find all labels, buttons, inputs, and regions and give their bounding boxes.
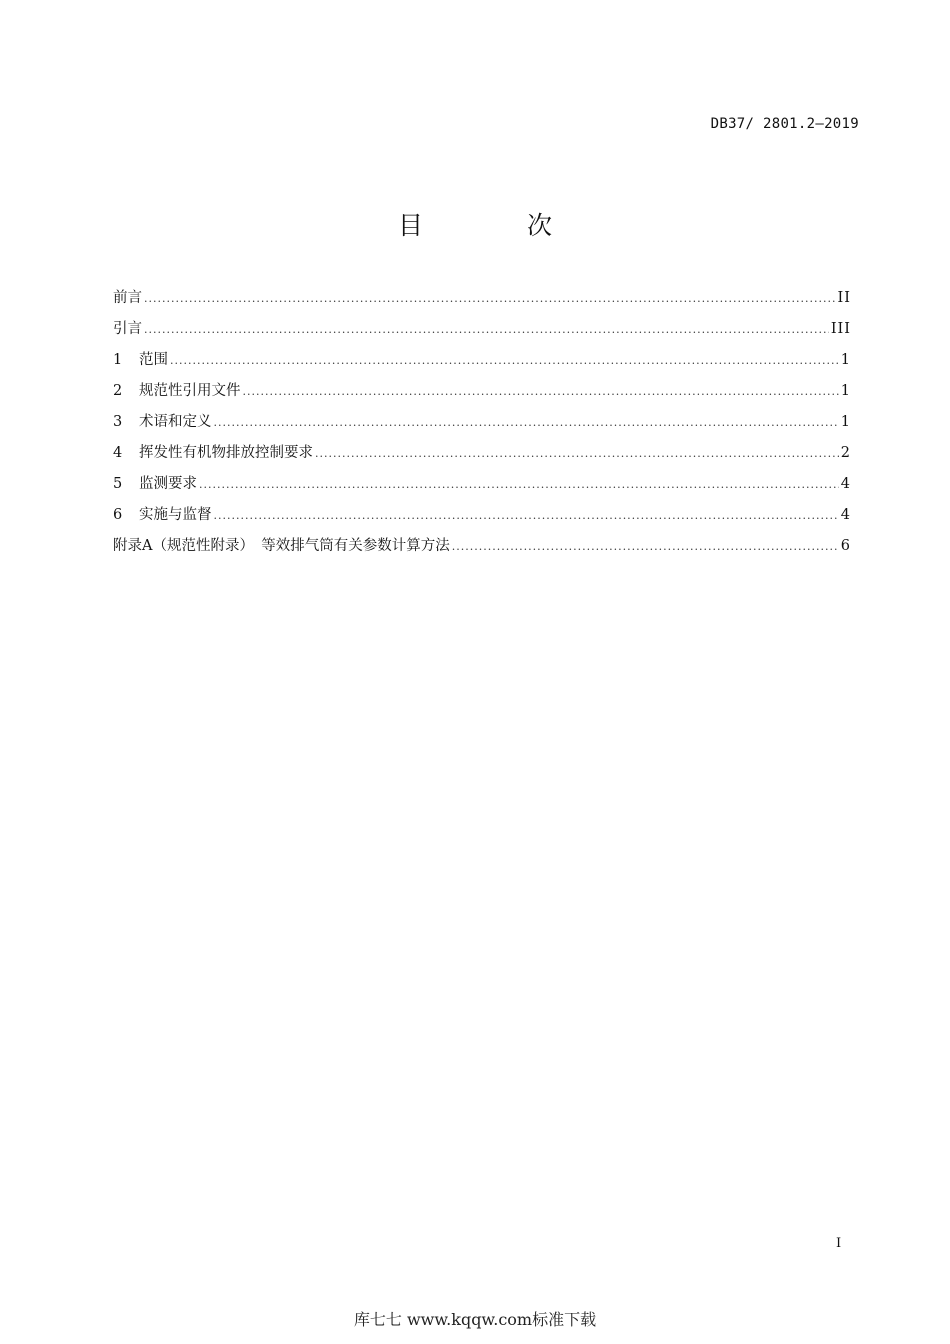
table-of-contents — [113, 286, 851, 565]
toc-entry-appendix-a[interactable] — [113, 534, 851, 565]
toc-leader-dots — [170, 354, 839, 367]
toc-entry-5[interactable] — [113, 472, 851, 503]
toc-entry-introduction[interactable] — [113, 317, 851, 348]
toc-entry-number: 3 — [113, 414, 123, 430]
document-code: DB37/ 2801.2—2019 — [710, 116, 859, 132]
toc-entry-page: 1 — [840, 352, 851, 368]
page-number: I — [836, 1236, 842, 1251]
toc-leader-dots — [315, 447, 839, 460]
toc-entry-6[interactable] — [113, 503, 851, 534]
toc-entry-page: 4 — [840, 476, 851, 492]
toc-leader-dots — [214, 416, 839, 429]
footer-watermark: 库七七 www.kqqw.com标准下载 — [353, 1310, 597, 1329]
toc-entry-foreword[interactable] — [113, 286, 851, 317]
toc-entry-page: III — [830, 321, 851, 337]
toc-entry-label: 范围 — [139, 352, 168, 368]
toc-entry-3[interactable] — [113, 410, 851, 441]
toc-leader-dots — [243, 385, 839, 398]
toc-title: 目 次 — [398, 211, 600, 240]
toc-entry-page: II — [837, 290, 851, 306]
toc-entry-page: 4 — [840, 507, 851, 523]
toc-leader-dots — [144, 323, 829, 336]
toc-entry-number: 6 — [113, 507, 123, 523]
toc-entry-label: 附录A（规范性附录） 等效排气筒有关参数计算方法 — [113, 538, 450, 554]
toc-entry-page: 1 — [840, 414, 851, 430]
toc-entry-page: 6 — [840, 538, 851, 554]
toc-entry-label: 挥发性有机物排放控制要求 — [139, 445, 313, 461]
toc-leader-dots — [214, 509, 839, 522]
toc-entry-label: 监测要求 — [139, 476, 197, 492]
toc-leader-dots — [452, 540, 839, 553]
toc-leader-dots — [199, 478, 839, 491]
toc-entry-4[interactable] — [113, 441, 851, 472]
toc-entry-number: 2 — [113, 383, 123, 399]
toc-leader-dots — [144, 292, 836, 305]
toc-entry-1[interactable] — [113, 348, 851, 379]
toc-entry-number: 4 — [113, 445, 123, 461]
toc-entry-number: 5 — [113, 476, 123, 492]
toc-entry-label: 规范性引用文件 — [139, 383, 241, 399]
toc-entry-label: 引言 — [113, 321, 142, 337]
toc-entry-label: 前言 — [113, 290, 142, 306]
toc-entry-page: 2 — [840, 445, 851, 461]
toc-entry-label: 术语和定义 — [139, 414, 212, 430]
toc-entry-2[interactable] — [113, 379, 851, 410]
toc-entry-number: 1 — [113, 352, 123, 368]
toc-entry-page: 1 — [840, 383, 851, 399]
toc-entry-label: 实施与监督 — [139, 507, 212, 523]
